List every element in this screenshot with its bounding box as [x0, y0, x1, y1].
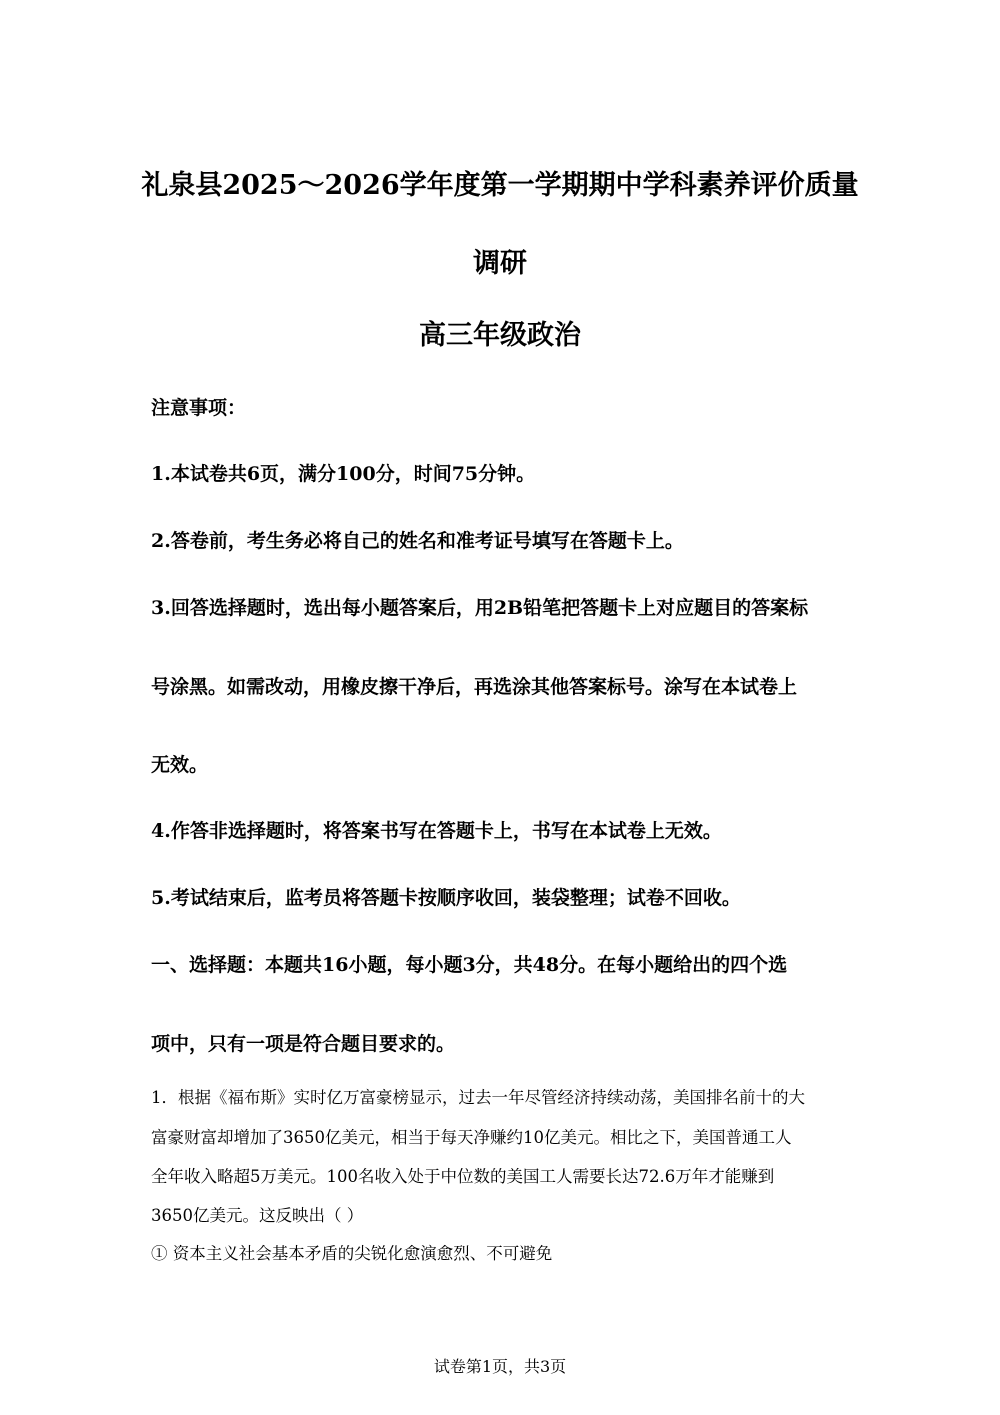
notice-item-3-line-3: 无效。: [151, 754, 209, 776]
notice-item-4: 4.作答非选择题时，将答案书写在答题卡上，书写在本试卷上无效。: [151, 820, 722, 842]
notice-item-1: 1.本试卷共6页，满分100分，时间75分钟。: [151, 463, 536, 485]
question-1-line-3: 全年收入略超5万美元。100名收入处于中位数的美国工人需要长达72.6万年才能赚到: [151, 1167, 775, 1186]
notice-item-2: 2.答卷前，考生务必将自己的姓名和准考证号填写在答题卡上。: [151, 530, 684, 552]
exam-subtitle: 高三年级政治: [419, 320, 581, 351]
section-heading-line-1: 一、选择题：本题共16小题，每小题3分，共48分。在每小题给出的四个选: [151, 954, 788, 976]
notice-item-3-line-2: 号涂黑。如需改动，用橡皮擦干净后，再选涂其他答案标号。涂写在本试卷上: [151, 676, 798, 698]
exam-title-line-1: 礼泉县2025～2026学年度第一学期期中学科素养评价质量: [141, 170, 859, 201]
question-1-line-1: 1．根据《福布斯》实时亿万富豪榜显示，过去一年尽管经济持续动荡，美国排名前十的大: [151, 1088, 805, 1107]
question-1-option-1: ① 资本主义社会基本矛盾的尖锐化愈演愈烈、不可避免: [151, 1244, 553, 1263]
question-1-line-4: 3650亿美元。这反映出（ ）: [151, 1206, 364, 1225]
notice-item-5: 5.考试结束后，监考员将答题卡按顺序收回，装袋整理；试卷不回收。: [151, 887, 741, 909]
page-number-footer: 试卷第1页，共3页: [433, 1357, 567, 1376]
notice-item-3-line-1: 3.回答选择题时，选出每小题答案后，用2B铅笔把答题卡上对应题目的答案标: [151, 597, 809, 619]
section-heading-line-2: 项中，只有一项是符合题目要求的。: [151, 1033, 456, 1055]
question-1-line-2: 富豪财富却增加了3650亿美元，相当于每天净赚约10亿美元。相比之下，美国普通工人: [151, 1128, 792, 1147]
notice-heading: 注意事项：: [151, 397, 247, 419]
exam-title-line-2: 调研: [473, 248, 527, 279]
